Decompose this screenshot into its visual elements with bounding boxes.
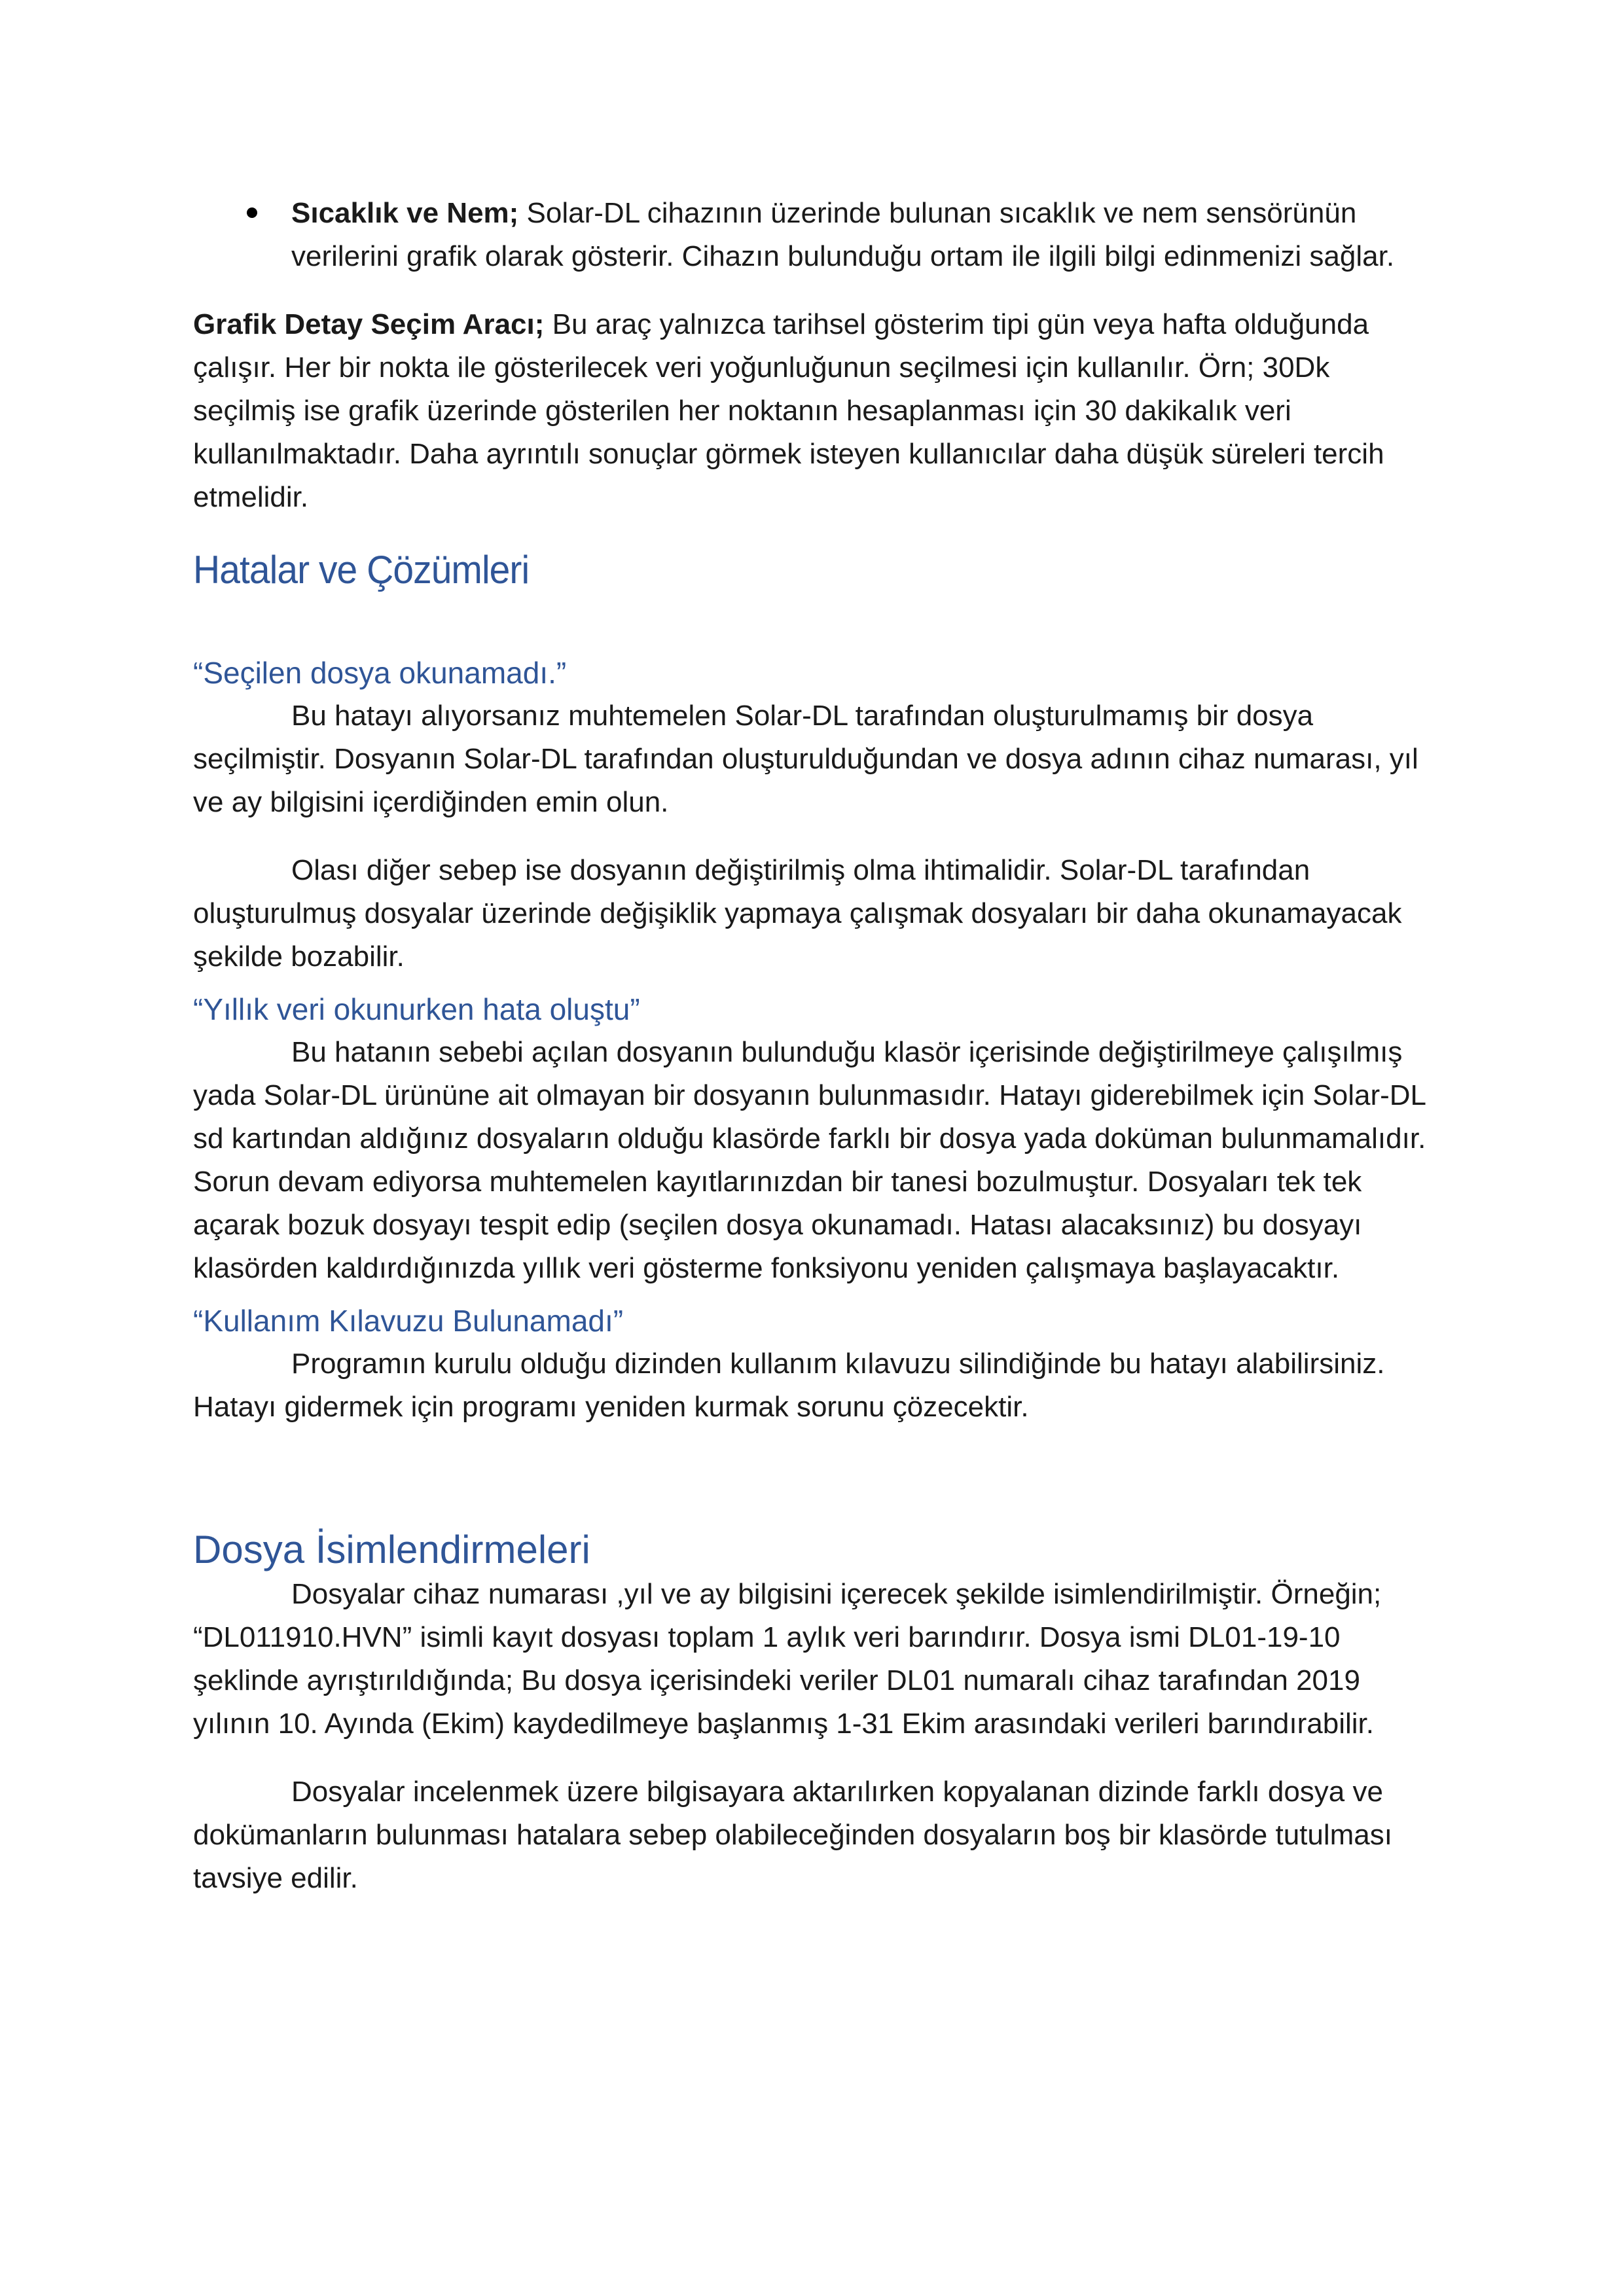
- naming-heading: Dosya İsimlendirmeleri: [193, 1528, 590, 1571]
- error-paragraph: Bu hatanın sebebi açılan dosyanın bulunduğu klasör içerisinde değiştirilmeye çalışılmış yada Solar-DL ürününe ait olmayan bir dosyanın bulunmasıdır. Hatayı giderebilmek için Solar-DL sd kartından aldığınız dosyaların olduğu klasörde farklı bir dosya yada doküman bulunmamalıdır. Sorun devam ediyorsa muhtemelen kayıtlarınızdan bir tanesi bozulmuştur. Dosyaları tek tek açarak bozuk dosyayı tespit edip (seçilen dosya okunamadı. Hatası alacaksınız) bu dosyayı klasörden kaldırdığınızda yıllık veri gösterme fonksiyonu yeniden çalışmaya başlayacaktır.: [193, 1036, 1426, 1284]
- error-title-yearly-read: “Yıllık veri okunurken hata oluştu”: [193, 992, 640, 1026]
- graph-tool-paragraph: [193, 303, 1430, 519]
- error-paragraph: Olası diğer sebep ise dosyanın değiştirilmiş olma ihtimalidir. Solar-DL tarafından oluşturulmuş dosyalar üzerinde değişiklik yapmaya çalışmak dosyaları bir daha okunamayacak şekilde bozabilir.: [193, 854, 1402, 973]
- error-paragraph: Programın kurulu olduğu dizinden kullanım kılavuzu silindiğinde bu hatayı alabilirsiniz. Hatayı gidermek için programı yeniden kurmak sorunu çözecektir.: [193, 1348, 1385, 1423]
- page-content: [193, 192, 1430, 1925]
- bullet-item-temperature-humidity: [193, 192, 1430, 278]
- graph-tool-title: Grafik Detay Seçim Aracı;: [193, 308, 545, 340]
- error-title-manual-missing: “Kullanım Kılavuzu Bulunamadı”: [193, 1304, 624, 1338]
- bullet-icon: [247, 207, 257, 218]
- bullet-title: Sıcaklık ve Nem;: [291, 197, 519, 229]
- error-paragraph: Bu hatayı alıyorsanız muhtemelen Solar-DL tarafından oluşturulmamış bir dosya seçilmiştir. Dosyanın Solar-DL tarafından oluşturulduğundan ve dosya adının cihaz numarası, yıl ve ay bilgisini içerdiğinden emin olun.: [193, 700, 1418, 818]
- naming-paragraph: Dosyalar cihaz numarası ,yıl ve ay bilgisini içerecek şekilde isimlendirilmiştir. Örneğin; “DL011910.HVN” isimli kayıt dosyası toplam 1 aylık veri barındırır. Dosya ismi DL01-19-10 şeklinde ayrıştırıldığında; Bu dosya içerisindeki veriler DL01 numaralı cihaz tarafından 2019 yılının 10. Ayında (Ekim) kaydedilmeye başlanmış 1-31 Ekim arasındaki verileri barındırabilir.: [193, 1578, 1382, 1740]
- bullet-text: Solar-DL cihazının üzerinde bulunan sıcaklık ve nem sensörünün verilerini grafik olarak gösterir. Cihazın bulunduğu ortam ile ilgili bilgi edinmenizi sağlar.: [291, 197, 1395, 272]
- errors-heading: Hatalar ve Çözümleri: [193, 548, 530, 592]
- graph-tool-text: Bu araç yalnızca tarihsel gösterim tipi gün veya hafta olduğunda çalışır. Her bir nokta ile gösterilecek veri yoğunluğunun seçilmesi için kullanılır. Örn; 30Dk seçilmiş ise grafik üzerinde gösterilen her noktanın hesaplanması için 30 dakikalık veri kullanılmaktadır. Daha ayrıntılı sonuçlar görmek isteyen kullanıcılar daha düşük süreleri tercih etmelidir.: [193, 308, 1384, 513]
- naming-paragraph: Dosyalar incelenmek üzere bilgisayara aktarılırken kopyalanan dizinde farklı dosya ve dokümanların bulunması hatalara sebep olabileceğinden dosyaların boş bir klasörde tutulması tavsiye edilir.: [193, 1776, 1392, 1894]
- error-title-file-unreadable: “Seçilen dosya okunamadı.”: [193, 656, 567, 690]
